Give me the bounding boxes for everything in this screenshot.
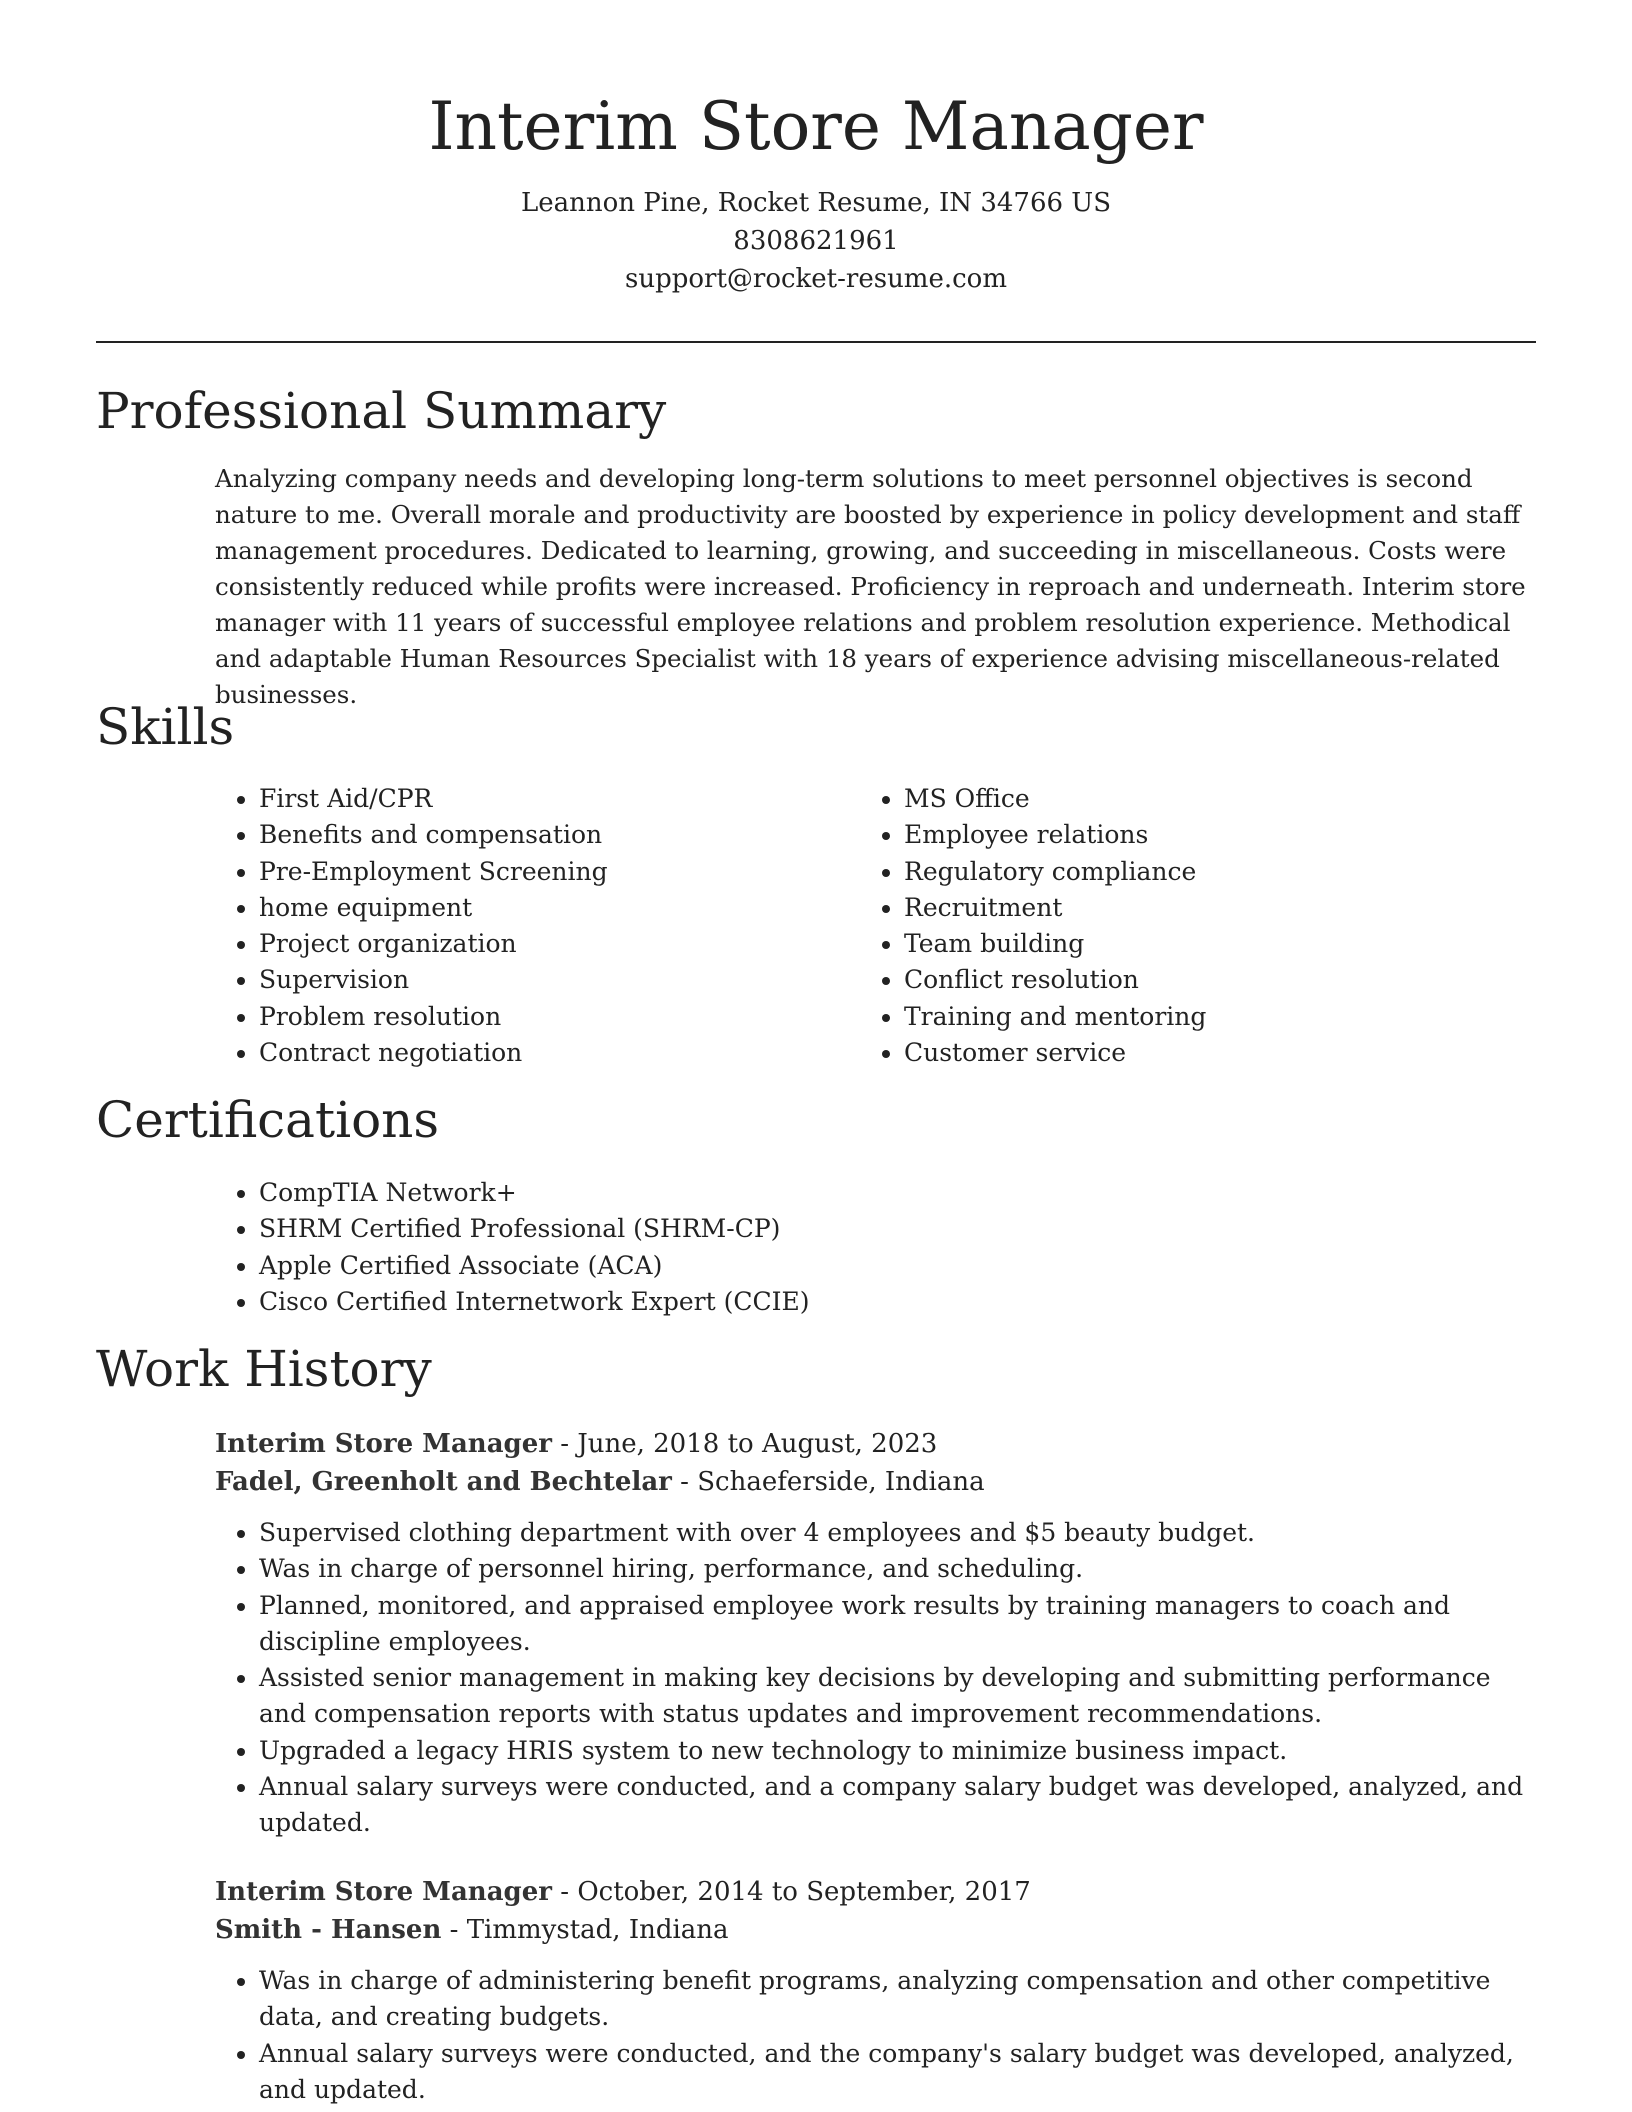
work-history-heading: Work History: [96, 1340, 432, 1398]
job-bullets: [215, 1963, 1540, 2108]
skill-item: • Training and mentoring: [904, 999, 1206, 1035]
resume-header: [0, 0, 1632, 298]
summary-heading: Professional Summary: [96, 382, 667, 440]
job-company: Smith - Hansen: [215, 1915, 442, 1945]
skills-column-right: [860, 781, 1206, 1071]
job-bullet: • Supervised clothing department with over 4 employees and $5 beauty budget.: [259, 1515, 1540, 1551]
skill-item: • MS Office: [904, 781, 1206, 817]
job-entry: [215, 1873, 1540, 2108]
certification-item: • CompTIA Network+: [259, 1175, 809, 1211]
job-bullet: • Annual salary surveys were conducted, and a company salary budget was developed, analyzed, and updated.: [259, 1769, 1540, 1842]
skill-item: • Problem resolution: [259, 999, 608, 1035]
job-title-line: Interim Store Manager - October, 2014 to September, 2017: [215, 1877, 1031, 1907]
skills-heading: Skills: [96, 698, 235, 756]
certification-item: • Apple Certified Associate (ACA): [259, 1248, 809, 1284]
skill-item: • Benefits and compensation: [259, 817, 608, 853]
job-entry: [215, 1425, 1540, 1842]
skill-item: • Pre-Employment Screening: [259, 854, 608, 890]
skill-item: • First Aid/CPR: [259, 781, 608, 817]
certifications-heading: Certifications: [96, 1091, 440, 1149]
job-bullet: • Upgraded a legacy HRIS system to new technology to minimize business impact.: [259, 1733, 1540, 1769]
job-bullet: • Planned, monitored, and appraised employee work results by training managers to coach and discipline employees.: [259, 1588, 1540, 1661]
job-dates: June, 2018 to August, 2023: [577, 1429, 938, 1459]
skill-item: • Recruitment: [904, 890, 1206, 926]
job-dates: October, 2014 to September, 2017: [577, 1877, 1031, 1907]
certification-item: • SHRM Certified Professional (SHRM-CP): [259, 1211, 809, 1247]
job-company-line: Smith - Hansen - Timmystad, Indiana: [215, 1915, 729, 1945]
certifications-block: [215, 1175, 809, 1320]
phone-text: 8308621961: [733, 226, 899, 256]
certification-item: • Cisco Certified Internetwork Expert (CCIE): [259, 1284, 809, 1320]
job-title-line: Interim Store Manager - June, 2018 to August, 2023: [215, 1429, 938, 1459]
summary-text: Analyzing company needs and developing long-term solutions to meet personnel objectives is second nature to me. Overall morale and productivity are boosted by experience in policy development and staff management procedures. Dedicated to learning, growing, and succeeding in miscellaneous. Costs were consistently reduced while profits were increased. Proficiency in reproach and underneath. Interim store manager with 11 years of successful employee relations and problem resolution experience. Methodical and adaptable Human Resources Specialist with 18 years of experience advising miscellaneous-related businesses.: [215, 464, 1526, 709]
job-bullet: • Assisted senior management in making key decisions by developing and submitting performance and compensation reports with status updates and improvement recommendations.: [259, 1660, 1540, 1733]
job-location: Timmystad, Indiana: [466, 1915, 729, 1945]
skill-item: • home equipment: [259, 890, 608, 926]
skill-item: • Contract negotiation: [259, 1035, 608, 1071]
skills-column-left: [215, 781, 608, 1071]
skills-list-left: [215, 781, 608, 1071]
job-company: Fadel, Greenholt and Bechtelar: [215, 1467, 672, 1497]
skills-list-right: [860, 781, 1206, 1071]
skill-item: • Project organization: [259, 926, 608, 962]
job-role: Interim Store Manager: [215, 1429, 552, 1459]
address-text: Leannon Pine, Rocket Resume, IN 34766 US: [520, 188, 1112, 218]
job-bullets: [215, 1515, 1540, 1842]
page-title: Interim Store Manager: [428, 88, 1204, 165]
skill-item: • Regulatory compliance: [904, 854, 1206, 890]
skill-item: • Customer service: [904, 1035, 1206, 1071]
skill-item: • Supervision: [259, 962, 608, 998]
job-company-line: Fadel, Greenholt and Bechtelar - Schaeferside, Indiana: [215, 1467, 985, 1497]
skill-item: • Conflict resolution: [904, 962, 1206, 998]
job-role: Interim Store Manager: [215, 1877, 552, 1907]
skill-item: • Team building: [904, 926, 1206, 962]
job-bullet: • Annual salary surveys were conducted, and the company's salary budget was developed, analyzed, and updated.: [259, 2036, 1540, 2109]
job-location: Schaeferside, Indiana: [697, 1467, 985, 1497]
email-text: support@rocket-resume.com: [624, 264, 1007, 294]
header-divider: [96, 341, 1536, 343]
contact-info: [0, 184, 1632, 298]
skill-item: • Employee relations: [904, 817, 1206, 853]
job-bullet: • Was in charge of administering benefit programs, analyzing compensation and other competitive data, and creating budgets.: [259, 1963, 1540, 2036]
certifications-list: [215, 1175, 809, 1320]
job-bullet: • Was in charge of personnel hiring, performance, and scheduling.: [259, 1551, 1540, 1587]
